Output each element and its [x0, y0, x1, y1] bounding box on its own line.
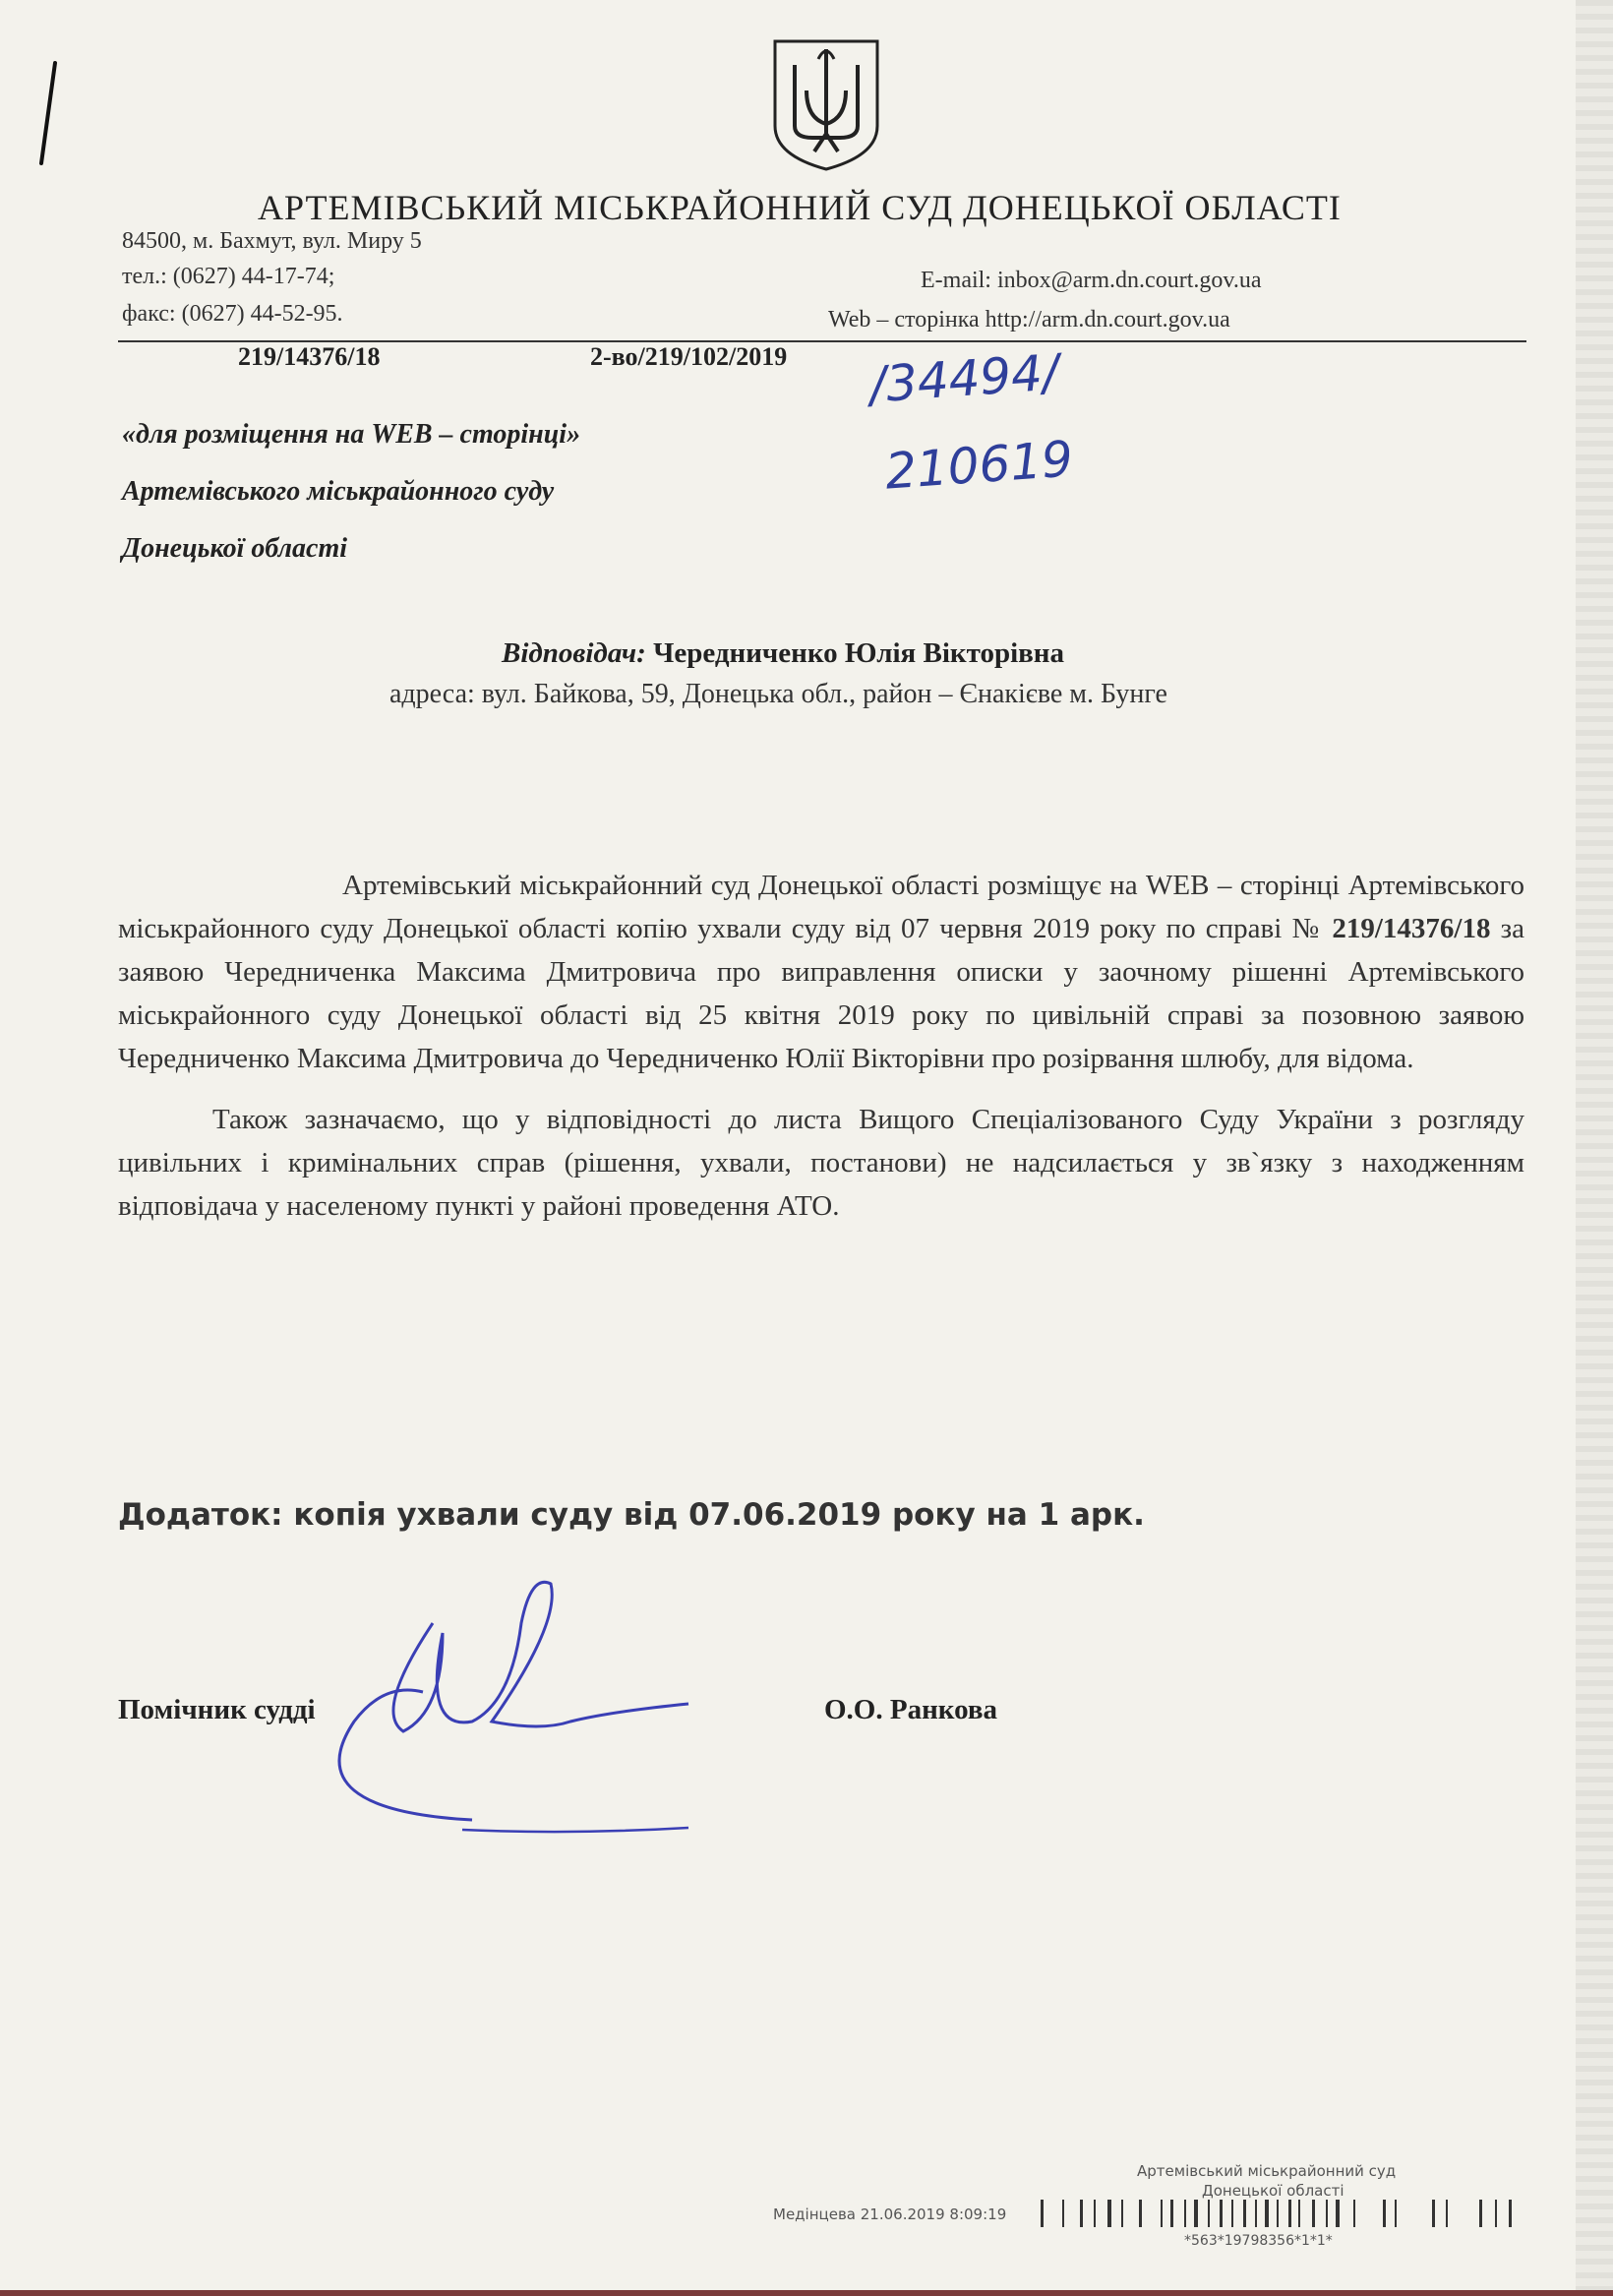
trident-emblem-icon	[767, 35, 885, 173]
handwritten-reg-date: 210619	[883, 430, 1075, 501]
case-number: 219/14376/18	[238, 342, 381, 371]
barcode	[1041, 2200, 1524, 2227]
body-paragraph-1-part-b: за заявою Чередниченка Максима Дмитровича про виправлення описки у заочному рішенні Артемівського міськрайонного суду Донецької області від 25 квітня 2019 року по цивільній справі за позовною заявою Чередниченко Максима Дмитровича до Чередниченко Юлії Вікторівни про розірвання шлюбу, для відома.	[118, 913, 1524, 1074]
barcode-number: *563*19798356*1*1*	[1184, 2233, 1333, 2249]
court-title: АРТЕМІВСЬКИЙ МІСЬКРАЙОННИЙ СУД ДОНЕЦЬКОЇ ОБЛАСТІ	[258, 188, 1342, 227]
body-paragraph-1-part-a: Артемівський міськрайонний суд Донецької області розміщує на WEB – сторінці Артемівського міськрайонного суду Донецької області копію ухвали суду від 07 червня 2019 року по справі №	[118, 870, 1524, 944]
court-email: E-mail: inbox@arm.dn.court.gov.ua	[921, 268, 1262, 293]
scan-bottom-edge	[0, 2290, 1613, 2296]
respondent-line	[502, 637, 1064, 670]
signatory-role: Помічник судді	[118, 1694, 316, 1725]
stamp-court-name: Артемівський міськрайонний суд	[1137, 2162, 1397, 2180]
signatory-name: О.О. Ранкова	[824, 1694, 998, 1725]
court-website: Web – сторінка http://arm.dn.court.gov.ua	[828, 307, 1230, 332]
court-address: 84500, м. Бахмут, вул. Миру 5	[122, 228, 422, 254]
proceeding-number: 2-во/219/102/2019	[590, 342, 788, 371]
court-phone: тел.: (0627) 44-17-74;	[122, 264, 335, 289]
court-fax: факс: (0627) 44-52-95.	[122, 301, 343, 327]
respondent-address: адреса: вул. Байкова, 59, Донецька обл., район – Єнакієве м. Бунге	[389, 679, 1167, 709]
stamp-registered: Медінцева 21.06.2019 8:09:19	[773, 2205, 1007, 2223]
handwritten-signature	[315, 1564, 728, 1859]
scan-edge	[1576, 0, 1613, 2296]
respondent-name: Чередниченко Юлія Вікторівна	[653, 637, 1064, 669]
stamp-region: Донецької області	[1202, 2182, 1344, 2200]
publication-note-line2: Артемівського міськрайонного суду	[122, 476, 555, 507]
body-paragraph-1	[118, 864, 1524, 1080]
publication-note-line1: «для розміщення на WEB – сторінці»	[122, 419, 581, 450]
body-text	[118, 864, 1524, 1228]
pen-mark	[33, 59, 63, 167]
respondent-label: Відповідач:	[502, 637, 646, 669]
body-case-number: 219/14376/18	[1332, 913, 1491, 944]
handwritten-reg-number: /34494/	[867, 343, 1061, 414]
publication-note-line3: Донецької області	[122, 533, 348, 564]
attachment-note: Додаток: копія ухвали суду від 07.06.2019 року на 1 арк.	[118, 1497, 1145, 1533]
body-paragraph-2: Також зазначаємо, що у відповідності до листа Вищого Спеціалізованого Суду України з розгляду цивільних і кримінальних справ (рішення, ухвали, постанови) не надсилається у зв`язку з находженням відповідача у населеному пункті у районі проведення АТО.	[118, 1104, 1524, 1222]
